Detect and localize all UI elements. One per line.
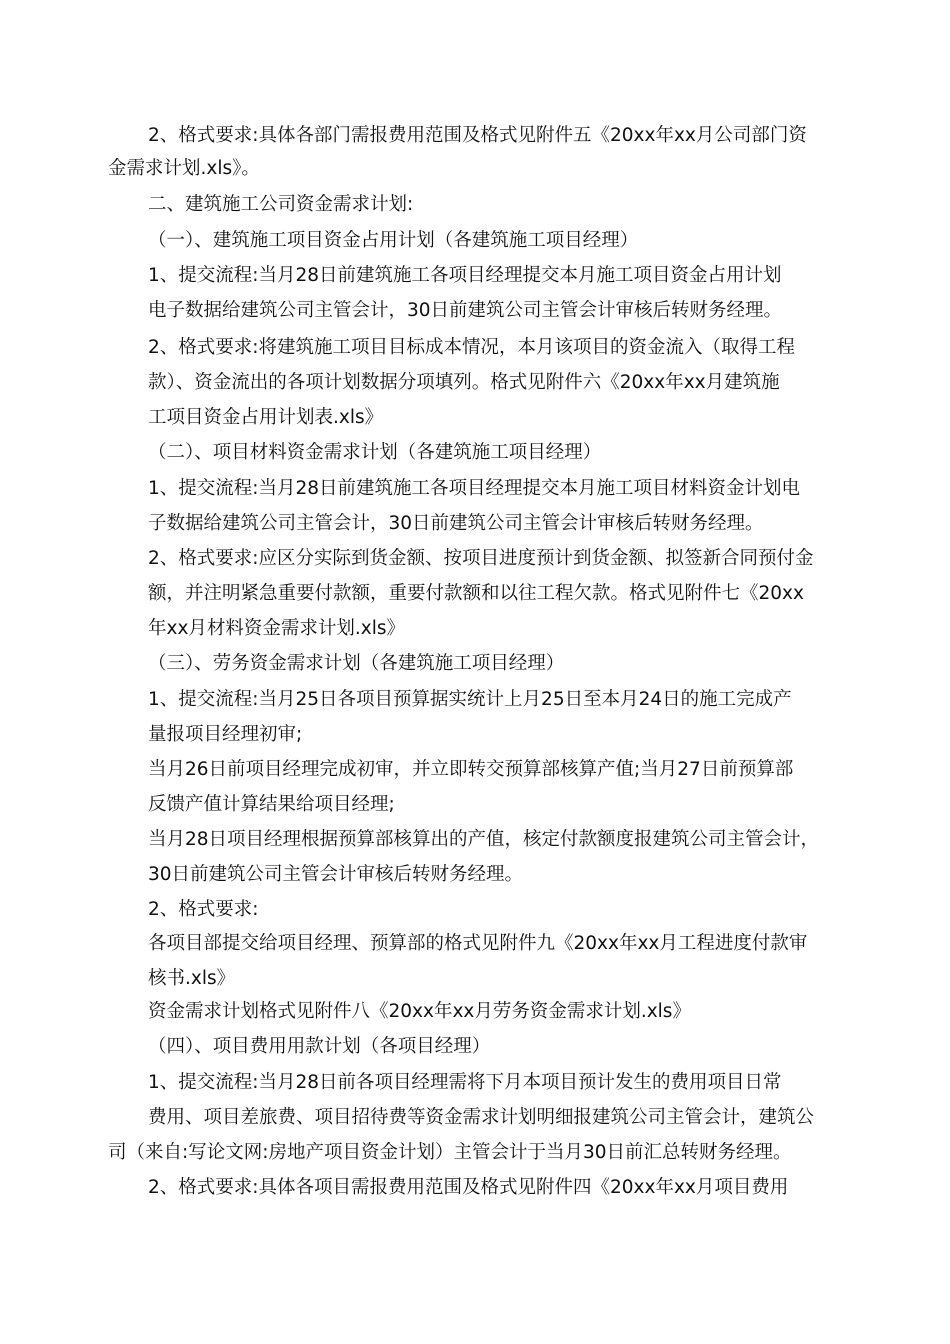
paragraph-line: 1、提交流程:当月28日前建筑施工各项目经理提交本月施工项目材料资金计划电 — [148, 478, 801, 499]
paragraph-line: 反馈产值计算结果给项目经理; — [148, 794, 395, 815]
paragraph-line: 费用、项目差旅费、项目招待费等资金需求计划明细报建筑公司主管会计，建筑公 — [148, 1107, 815, 1128]
paragraph-line: 资金需求计划格式见附件八《20xx年xx月劳务资金需求计划.xls》 — [148, 1001, 691, 1022]
paragraph-line: 1、提交流程:当月25日各项目预算据实统计上月25日至本月24日的施工完成产 — [148, 689, 792, 710]
paragraph-line: 1、提交流程:当月28日前建筑施工各项目经理提交本月施工项目资金占用计划 — [148, 265, 782, 286]
paragraph-line: 2、格式要求:将建筑施工项目目标成本情况，本月该项目的资金流入（取得工程 — [148, 337, 796, 358]
paragraph-line: 量报项目经理初审; — [148, 724, 303, 745]
paragraph-line: 子数据给建筑公司主管会计，30日前建筑公司主管会计审核后转财务经理。 — [148, 513, 764, 534]
paragraph-line: 额，并注明紧急重要付款额，重要付款额和以往工程欠款。格式见附件七《20xx — [148, 583, 804, 604]
subsection-heading: （四）、项目费用用款计划（各项目经理） — [148, 1036, 491, 1057]
paragraph-line: 2、格式要求:应区分实际到货金额、按项目进度预计到货金额、拟签新合同预付金 — [148, 548, 814, 569]
paragraph-line: 工项目资金占用计划表.xls》 — [148, 407, 384, 428]
paragraph-line: 司（来自:写论文网:房地产项目资金计划）主管会计于当月30日前汇总转财务经理。 — [108, 1142, 792, 1163]
paragraph-line: 当月26日前项目经理完成初审，并立即转交预算部核算产值;当月27日前预算部 — [148, 759, 794, 780]
subsection-heading: （一）、建筑施工项目资金占用计划（各建筑施工项目经理） — [148, 230, 639, 251]
paragraph-line: 金需求计划.xls》。 — [108, 158, 260, 179]
paragraph-line: 2、格式要求:具体各部门需报费用范围及格式见附件五《20xx年xx月公司部门资 — [148, 125, 807, 146]
paragraph-line: 电子数据给建筑公司主管会计，30日前建筑公司主管会计审核后转财务经理。 — [148, 300, 783, 321]
paragraph-line: 当月28日项目经理根据预算部核算出的产值，核定付款额度报建筑公司主管会计， — [148, 829, 820, 850]
paragraph-line: 2、格式要求:具体各项目需报费用范围及格式见附件四《20xx年xx月项目费用 — [148, 1177, 789, 1198]
paragraph-line: 1、提交流程:当月28日前各项目经理需将下月本项目预计发生的费用项目日常 — [148, 1072, 782, 1093]
paragraph-line: 各项目部提交给项目经理、预算部的格式见附件九《20xx年xx月工程进度付款审 — [148, 933, 808, 954]
paragraph-line: 款）、资金流出的各项计划数据分项填列。格式见附件六《20xx年xx月建筑施 — [148, 372, 780, 393]
paragraph-line: 年xx月材料资金需求计划.xls》 — [148, 618, 406, 639]
paragraph-line: 核书.xls》 — [148, 968, 236, 989]
paragraph-line: 30日前建筑公司主管会计审核后转财务经理。 — [148, 864, 524, 885]
subsection-heading: （二）、项目材料资金需求计划（各建筑施工项目经理） — [148, 442, 602, 463]
subsection-heading: （三）、劳务资金需求计划（各建筑施工项目经理） — [148, 653, 565, 674]
paragraph-line: 2、格式要求: — [148, 899, 259, 920]
section-heading: 二、建筑施工公司资金需求计划: — [148, 194, 414, 215]
